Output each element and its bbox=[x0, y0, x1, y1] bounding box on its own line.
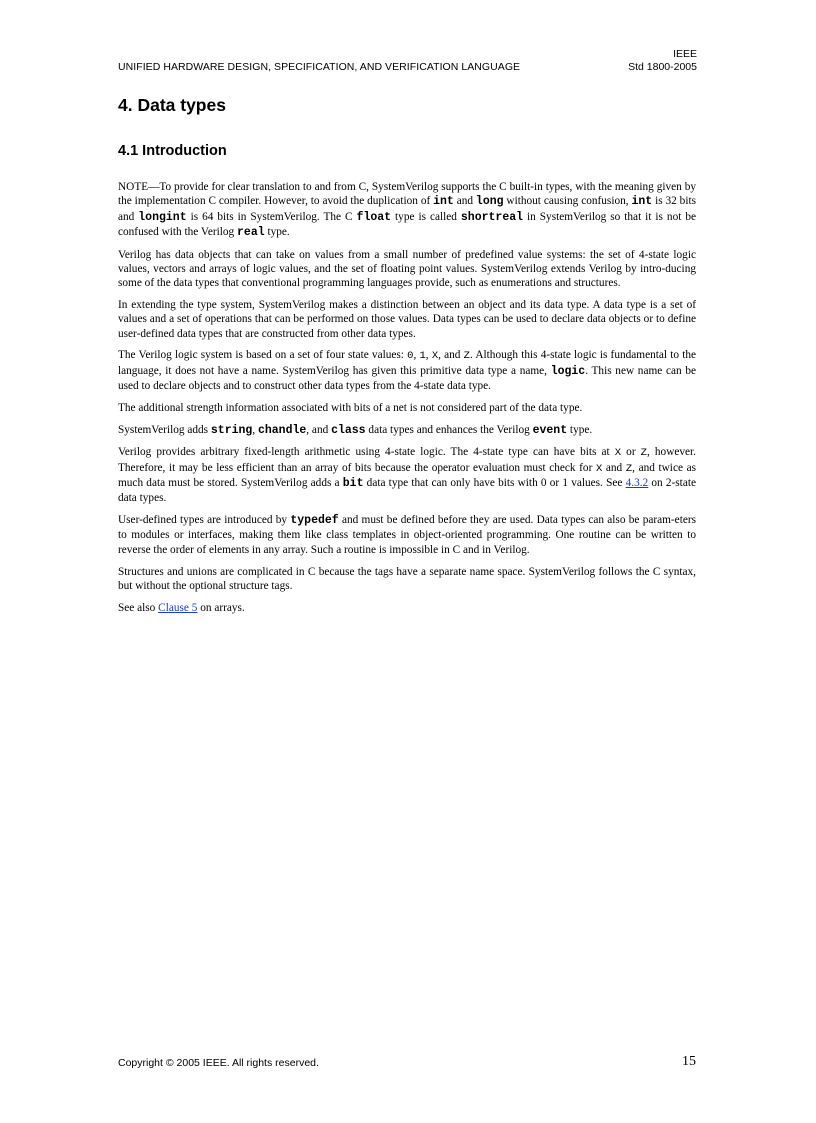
literal-value: X bbox=[614, 447, 622, 460]
code-keyword: int bbox=[631, 195, 653, 209]
text-run: type is called bbox=[391, 210, 461, 223]
literal-value: Z bbox=[463, 350, 470, 363]
code-keyword: chandle bbox=[257, 423, 307, 437]
code-keyword: real bbox=[237, 225, 265, 239]
code-keyword: float bbox=[356, 210, 392, 224]
code-keyword: logic bbox=[550, 364, 586, 378]
paragraph-user-defined bbox=[118, 513, 696, 557]
text-run: or bbox=[621, 446, 641, 459]
code-keyword: string bbox=[210, 423, 253, 437]
code-keyword: bit bbox=[342, 477, 364, 491]
code-keyword: longint bbox=[138, 210, 187, 224]
code-keyword: shortreal bbox=[460, 210, 524, 224]
text-run: is 32 bits and bbox=[118, 195, 696, 223]
paragraph-value-systems: Verilog has data objects that can take on values from a small number of predefined value systems: the set of 4-state logic values, vectors and arrays of logic values, and the set of floating point values. SystemVerilog extends Verilog by intro-ducing some of the data types that conventional programming languages provide, such as enumerations and structures. bbox=[118, 248, 696, 290]
running-header-title: UNIFIED HARDWARE DESIGN, SPECIFICATION, AND VERIFICATION LANGUAGE bbox=[118, 61, 521, 73]
text-run: , bbox=[425, 349, 432, 362]
text-run: Verilog provides arbitrary fixed-length arithmetic using 4-state logic. The 4-state type can have bits at bbox=[118, 446, 615, 459]
text-run: and must be defined before they are used. Data types can also be param-eters to modules or interfaces, making them like class templates in object-oriented programming. One routine can be written to reverse the order of elements in any array. Such a routine is impossible in C and in Verilog. bbox=[118, 514, 697, 556]
text-run: in SystemVerilog so that it is not be confused with the Verilog bbox=[118, 210, 696, 238]
subsection-title: 4.1 Introduction bbox=[118, 143, 227, 159]
code-keyword: long bbox=[475, 195, 504, 209]
paragraph-type-system: In extending the type system, SystemVerilog makes a distinction between an object and its data type. A data type is a set of values and a set of operations that can be performed on those values. Data types can be used to declare data objects or to define user-defined data types that are constructed from other data types. bbox=[118, 299, 696, 340]
link-section-4-3-2[interactable]: 4.3.2 bbox=[625, 477, 649, 490]
copyright-notice: Copyright © 2005 IEEE. All rights reserved. bbox=[118, 1057, 319, 1069]
text-run: , bbox=[252, 423, 258, 436]
paragraph-logic-system bbox=[118, 348, 696, 393]
code-keyword: typedef bbox=[290, 514, 339, 528]
text-run: and bbox=[602, 461, 626, 474]
paragraph-strength: The additional strength information associated with bits of a net is not considered part of the data type. bbox=[118, 401, 583, 414]
text-run: User-defined types are introduced by bbox=[118, 514, 291, 527]
text-run: data types and enhances the Verilog bbox=[365, 423, 533, 436]
text-run: and bbox=[453, 195, 476, 208]
paragraph-structures: Structures and unions are complicated in C because the tags have a separate name space. SystemVerilog follows the C syntax, but without the optional structure tags. bbox=[118, 565, 696, 592]
text-run: , and bbox=[306, 423, 332, 436]
literal-value: 0 bbox=[407, 350, 414, 363]
text-run: NOTE—To provide for clear translation to and from C, SystemVerilog supports the C built-in types, with the meaning given by the implementation C compiler. However, to avoid the duplication of bbox=[118, 181, 696, 208]
literal-value: X bbox=[595, 462, 603, 475]
code-keyword: class bbox=[331, 423, 366, 437]
running-header-standard bbox=[628, 48, 697, 74]
literal-value: X bbox=[431, 350, 439, 363]
header-std-number: Std 1800-2005 bbox=[628, 61, 697, 73]
text-run: . This new name can be used to declare objects and to construct other data types from the 4-state data type. bbox=[118, 364, 696, 393]
code-keyword: event bbox=[532, 423, 568, 437]
text-run: , bbox=[413, 349, 420, 362]
text-run: . Although this 4-state logic is fundamental to the language, it does not have a name. SystemVerilog has given this primitive data type a name, bbox=[118, 349, 696, 377]
text-run: , however. Therefore, it may be less efficient than an array of bits because the operator evaluation must check for bbox=[118, 446, 696, 474]
body-text bbox=[118, 180, 696, 622]
text-run: The Verilog logic system is based on a set of four state values: bbox=[118, 349, 408, 362]
page-number: 15 bbox=[682, 1054, 696, 1069]
text-run: SystemVerilog adds bbox=[118, 423, 211, 436]
text-run: on 2-state data types. bbox=[118, 477, 696, 505]
text-run: on arrays. bbox=[197, 601, 245, 614]
header-org: IEEE bbox=[673, 48, 697, 60]
paragraph-arithmetic bbox=[118, 445, 696, 505]
text-run: See also bbox=[118, 601, 159, 614]
text-run: type. bbox=[264, 225, 290, 238]
literal-value: 1 bbox=[419, 350, 426, 363]
text-run: is 64 bits in SystemVerilog. The C bbox=[186, 210, 357, 223]
text-run: data type that can only have bits with 0 or 1 values. See bbox=[363, 477, 626, 490]
code-keyword: int bbox=[433, 195, 454, 209]
literal-value: Z bbox=[640, 447, 647, 460]
paragraph-see-also bbox=[118, 601, 696, 615]
text-run: without causing confusion, bbox=[503, 195, 632, 208]
link-clause-5[interactable]: Clause 5 bbox=[158, 601, 198, 614]
text-run: type. bbox=[567, 423, 593, 436]
literal-value: Z bbox=[625, 462, 633, 475]
paragraph-added-types bbox=[118, 423, 696, 438]
section-title: 4. Data types bbox=[118, 95, 226, 115]
text-run: , and bbox=[438, 349, 464, 362]
paragraph-note bbox=[118, 180, 696, 240]
text-run: , and twice as much data must be stored. SystemVerilog adds a bbox=[118, 461, 696, 490]
